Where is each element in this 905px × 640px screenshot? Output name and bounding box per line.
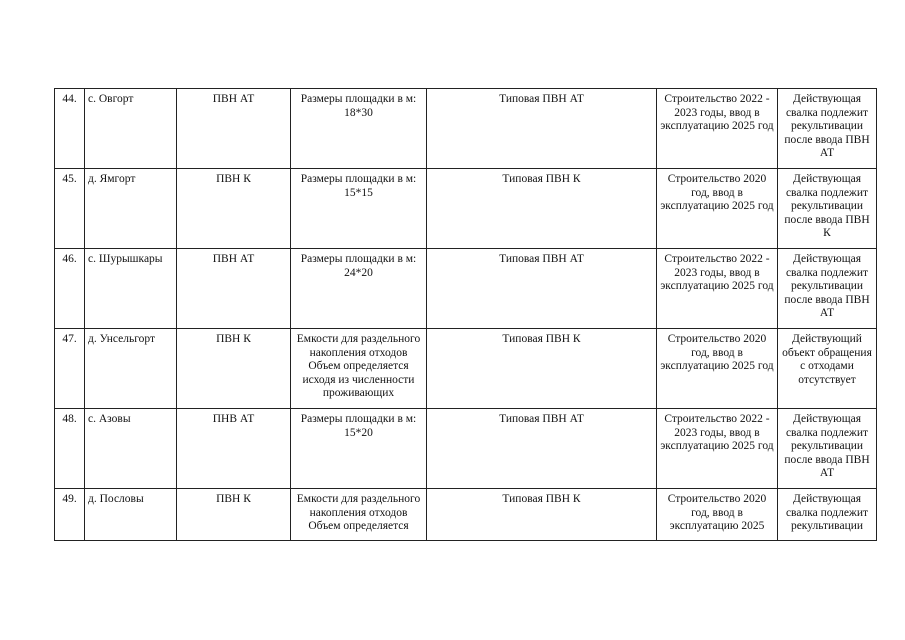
table-row (55, 489, 877, 541)
settlement-name: д. Ямгорт (85, 169, 177, 249)
row-number: 47. (55, 329, 85, 409)
construction-schedule: Строительство 2020 год, ввод в эксплуатацию 2025 год (657, 329, 778, 409)
project-type: Типовая ПВН К (427, 329, 657, 409)
existing-facility-note: Действующая свалка подлежит рекультивации (778, 489, 877, 541)
row-number: 49. (55, 489, 85, 541)
table-row (55, 169, 877, 249)
construction-schedule: Строительство 2022 - 2023 годы, ввод в эксплуатацию 2025 год (657, 409, 778, 489)
site-size: Размеры площадки в м: 15*15 (291, 169, 427, 249)
construction-schedule: Строительство 2020 год, ввод в эксплуатацию 2025 (657, 489, 778, 541)
row-number: 44. (55, 89, 85, 169)
settlement-name: с. Шурышкары (85, 249, 177, 329)
existing-facility-note: Действующая свалка подлежит рекультивации после ввода ПВН К (778, 169, 877, 249)
facility-type: ПВН К (177, 169, 291, 249)
existing-facility-note: Действующая свалка подлежит рекультивации после ввода ПВН АТ (778, 89, 877, 169)
project-type: Типовая ПВН К (427, 169, 657, 249)
table-row (55, 249, 877, 329)
construction-schedule: Строительство 2022 - 2023 годы, ввод в эксплуатацию 2025 год (657, 249, 778, 329)
construction-schedule: Строительство 2022 - 2023 годы, ввод в эксплуатацию 2025 год (657, 89, 778, 169)
site-size: Размеры площадки в м: 18*30 (291, 89, 427, 169)
site-size: Емкости для раздельного накопления отходов Объем определяется исходя из численности проживающих (291, 329, 427, 409)
existing-facility-note: Действующая свалка подлежит рекультивации после ввода ПВН АТ (778, 409, 877, 489)
project-type: Типовая ПВН К (427, 489, 657, 541)
row-number: 45. (55, 169, 85, 249)
table-row (55, 89, 877, 169)
facility-type: ПНВ АТ (177, 409, 291, 489)
facility-type: ПВН К (177, 329, 291, 409)
facility-type: ПВН К (177, 489, 291, 541)
settlement-name: д. Пословы (85, 489, 177, 541)
project-type: Типовая ПВН АТ (427, 249, 657, 329)
settlement-name: с. Азовы (85, 409, 177, 489)
table-row (55, 409, 877, 489)
waste-facilities-table (54, 88, 877, 541)
site-size: Размеры площадки в м: 15*20 (291, 409, 427, 489)
row-number: 48. (55, 409, 85, 489)
table-row (55, 329, 877, 409)
settlement-name: д. Унсельгорт (85, 329, 177, 409)
facility-type: ПВН АТ (177, 89, 291, 169)
site-size: Размеры площадки в м: 24*20 (291, 249, 427, 329)
site-size: Емкости для раздельного накопления отходов Объем определяется (291, 489, 427, 541)
row-number: 46. (55, 249, 85, 329)
construction-schedule: Строительство 2020 год, ввод в эксплуатацию 2025 год (657, 169, 778, 249)
existing-facility-note: Действующая свалка подлежит рекультивации после ввода ПВН АТ (778, 249, 877, 329)
facility-type: ПВН АТ (177, 249, 291, 329)
settlement-name: с. Овгорт (85, 89, 177, 169)
existing-facility-note: Действующий объект обращения с отходами отсутствует (778, 329, 877, 409)
project-type: Типовая ПВН АТ (427, 409, 657, 489)
project-type: Типовая ПВН АТ (427, 89, 657, 169)
